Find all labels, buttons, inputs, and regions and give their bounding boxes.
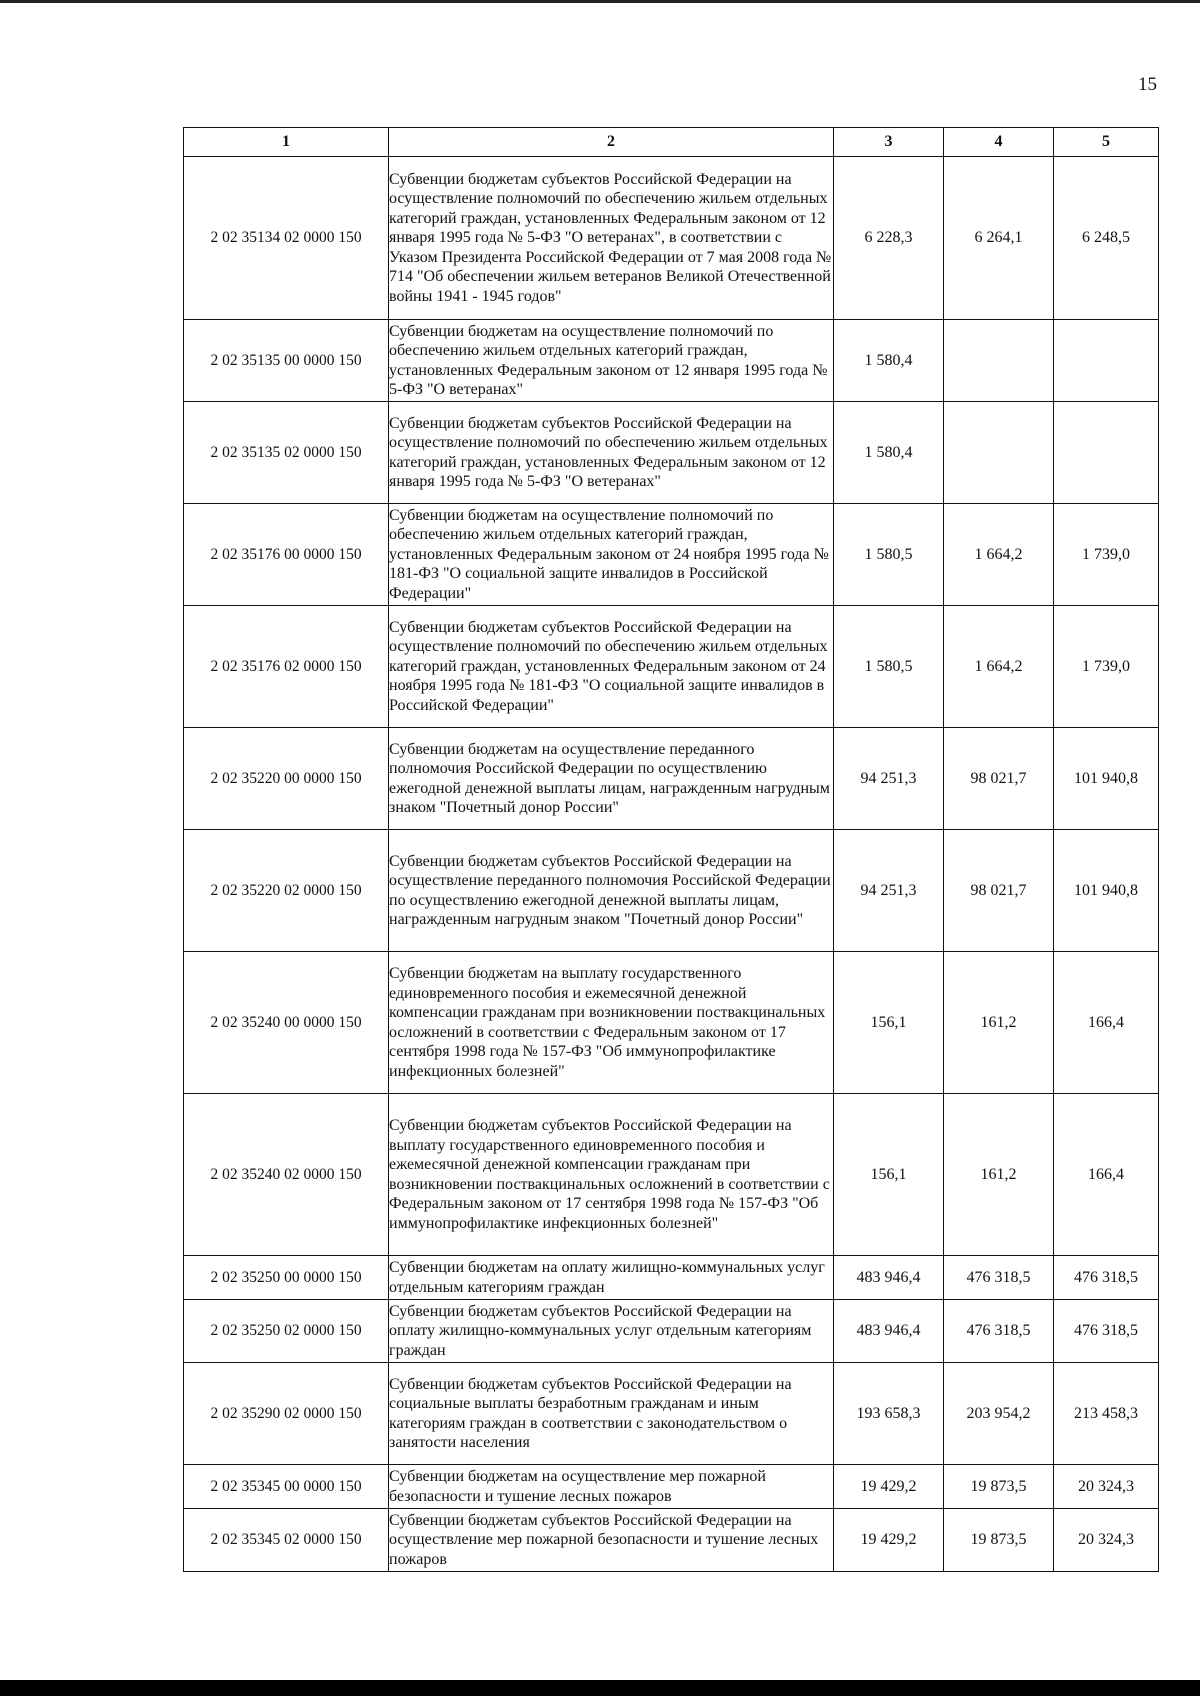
value-cell-col5: 476 318,5 bbox=[1054, 1300, 1159, 1363]
page-number: 15 bbox=[1138, 74, 1157, 95]
value-cell-col5: 166,4 bbox=[1054, 952, 1159, 1094]
table-row bbox=[184, 606, 1159, 728]
budget-code-cell: 2 02 35240 02 0000 150 bbox=[184, 1094, 389, 1256]
value-cell-col3: 19 429,2 bbox=[834, 1465, 944, 1509]
table-row bbox=[184, 1465, 1159, 1509]
table-row bbox=[184, 320, 1159, 402]
budget-code-cell: 2 02 35135 00 0000 150 bbox=[184, 320, 389, 402]
description-cell: Субвенции бюджетам субъектов Российской Федерации на оплату жилищно-коммунальных услуг отдельным категориям граждан bbox=[389, 1300, 834, 1363]
value-cell-col5: 213 458,3 bbox=[1054, 1363, 1159, 1465]
value-cell-col3: 1 580,4 bbox=[834, 320, 944, 402]
value-cell-col4: 98 021,7 bbox=[944, 830, 1054, 952]
value-cell-col5: 20 324,3 bbox=[1054, 1465, 1159, 1509]
value-cell-col4 bbox=[944, 402, 1054, 504]
column-header: 4 bbox=[944, 128, 1054, 157]
budget-code-cell: 2 02 35250 00 0000 150 bbox=[184, 1256, 389, 1300]
description-cell: Субвенции бюджетам на выплату государственного единовременного пособия и ежемесячной денежной компенсации гражданам при возникновении поствакцинальных осложнений в соответствии с Федеральным законом от 17 сентября 1998 года № 157-ФЗ "Об иммунопрофилактике инфекционных болезней" bbox=[389, 952, 834, 1094]
description-cell: Субвенции бюджетам на осуществление мер пожарной безопасности и тушение лесных пожаров bbox=[389, 1465, 834, 1509]
description-cell: Субвенции бюджетам субъектов Российской Федерации на осуществление полномочий по обеспечению жильем отдельных категорий граждан, установленных Федеральным законом от 12 января 1995 года № 5-ФЗ "О ветеранах" bbox=[389, 402, 834, 504]
description-cell: Субвенции бюджетам субъектов Российской Федерации на осуществление переданного полномочия Российской Федерации по осуществлению ежегодной денежной выплаты лицам, награжденным нагрудным знаком "Почетный донор России" bbox=[389, 830, 834, 952]
budget-code-cell: 2 02 35134 02 0000 150 bbox=[184, 157, 389, 320]
value-cell-col3: 94 251,3 bbox=[834, 728, 944, 830]
column-header: 1 bbox=[184, 128, 389, 157]
value-cell-col5: 6 248,5 bbox=[1054, 157, 1159, 320]
budget-table bbox=[183, 127, 1159, 1572]
column-header: 5 bbox=[1054, 128, 1159, 157]
value-cell-col5: 101 940,8 bbox=[1054, 830, 1159, 952]
value-cell-col3: 156,1 bbox=[834, 1094, 944, 1256]
budget-code-cell: 2 02 35345 02 0000 150 bbox=[184, 1509, 389, 1572]
value-cell-col4: 203 954,2 bbox=[944, 1363, 1054, 1465]
description-cell: Субвенции бюджетам на осуществление полномочий по обеспечению жильем отдельных категорий граждан, установленных Федеральным законом от 12 января 1995 года № 5-ФЗ "О ветеранах" bbox=[389, 320, 834, 402]
value-cell-col5: 20 324,3 bbox=[1054, 1509, 1159, 1572]
budget-code-cell: 2 02 35135 02 0000 150 bbox=[184, 402, 389, 504]
scan-edge-bottom bbox=[0, 1680, 1200, 1696]
value-cell-col3: 19 429,2 bbox=[834, 1509, 944, 1572]
description-cell: Субвенции бюджетам на осуществление переданного полномочия Российской Федерации по осуществлению ежегодной денежной выплаты лицам, награжденным нагрудным знаком "Почетный донор России" bbox=[389, 728, 834, 830]
value-cell-col3: 94 251,3 bbox=[834, 830, 944, 952]
table-row bbox=[184, 1256, 1159, 1300]
value-cell-col4: 1 664,2 bbox=[944, 606, 1054, 728]
value-cell-col3: 1 580,5 bbox=[834, 504, 944, 606]
value-cell-col5: 166,4 bbox=[1054, 1094, 1159, 1256]
value-cell-col4: 161,2 bbox=[944, 1094, 1054, 1256]
value-cell-col4: 6 264,1 bbox=[944, 157, 1054, 320]
value-cell-col3: 156,1 bbox=[834, 952, 944, 1094]
budget-code-cell: 2 02 35240 00 0000 150 bbox=[184, 952, 389, 1094]
value-cell-col3: 483 946,4 bbox=[834, 1256, 944, 1300]
table-row bbox=[184, 830, 1159, 952]
value-cell-col4: 476 318,5 bbox=[944, 1300, 1054, 1363]
value-cell-col5 bbox=[1054, 402, 1159, 504]
table-row bbox=[184, 1363, 1159, 1465]
description-cell: Субвенции бюджетам субъектов Российской Федерации на осуществление полномочий по обеспечению жильем отдельных категорий граждан, установленных Федеральным законом от 24 ноября 1995 года № 181-ФЗ "О социальной защите инвалидов в Российской Федерации" bbox=[389, 606, 834, 728]
budget-code-cell: 2 02 35176 02 0000 150 bbox=[184, 606, 389, 728]
value-cell-col4: 476 318,5 bbox=[944, 1256, 1054, 1300]
value-cell-col3: 6 228,3 bbox=[834, 157, 944, 320]
budget-code-cell: 2 02 35345 00 0000 150 bbox=[184, 1465, 389, 1509]
column-header: 2 bbox=[389, 128, 834, 157]
value-cell-col5: 101 940,8 bbox=[1054, 728, 1159, 830]
budget-code-cell: 2 02 35220 02 0000 150 bbox=[184, 830, 389, 952]
table-row bbox=[184, 1094, 1159, 1256]
value-cell-col3: 193 658,3 bbox=[834, 1363, 944, 1465]
value-cell-col4: 19 873,5 bbox=[944, 1509, 1054, 1572]
value-cell-col4: 19 873,5 bbox=[944, 1465, 1054, 1509]
table-row bbox=[184, 504, 1159, 606]
column-header: 3 bbox=[834, 128, 944, 157]
value-cell-col5: 1 739,0 bbox=[1054, 606, 1159, 728]
table-row bbox=[184, 952, 1159, 1094]
table-row bbox=[184, 1300, 1159, 1363]
table-header-row bbox=[184, 128, 1159, 157]
value-cell-col3: 1 580,4 bbox=[834, 402, 944, 504]
budget-code-cell: 2 02 35220 00 0000 150 bbox=[184, 728, 389, 830]
budget-code-cell: 2 02 35176 00 0000 150 bbox=[184, 504, 389, 606]
table-row bbox=[184, 728, 1159, 830]
value-cell-col5: 1 739,0 bbox=[1054, 504, 1159, 606]
description-cell: Субвенции бюджетам на осуществление полномочий по обеспечению жильем отдельных категорий граждан, установленных Федеральным законом от 24 ноября 1995 года № 181-ФЗ "О социальной защите инвалидов в Российской Федерации" bbox=[389, 504, 834, 606]
scan-edge-top bbox=[0, 0, 1200, 3]
description-cell: Субвенции бюджетам субъектов Российской Федерации на выплату государственного единовременного пособия и ежемесячной денежной компенсации гражданам при возникновении поствакцинальных осложнений в соответствии с Федеральным законом от 17 сентября 1998 года № 157-ФЗ "Об иммунопрофилактике инфекционных болезней" bbox=[389, 1094, 834, 1256]
value-cell-col3: 483 946,4 bbox=[834, 1300, 944, 1363]
description-cell: Субвенции бюджетам субъектов Российской Федерации на осуществление мер пожарной безопасности и тушение лесных пожаров bbox=[389, 1509, 834, 1572]
value-cell-col3: 1 580,5 bbox=[834, 606, 944, 728]
table-row bbox=[184, 402, 1159, 504]
budget-code-cell: 2 02 35250 02 0000 150 bbox=[184, 1300, 389, 1363]
description-cell: Субвенции бюджетам на оплату жилищно-коммунальных услуг отдельным категориям граждан bbox=[389, 1256, 834, 1300]
value-cell-col4 bbox=[944, 320, 1054, 402]
value-cell-col5: 476 318,5 bbox=[1054, 1256, 1159, 1300]
value-cell-col4: 161,2 bbox=[944, 952, 1054, 1094]
value-cell-col4: 1 664,2 bbox=[944, 504, 1054, 606]
value-cell-col5 bbox=[1054, 320, 1159, 402]
table-row bbox=[184, 1509, 1159, 1572]
description-cell: Субвенции бюджетам субъектов Российской Федерации на социальные выплаты безработным гражданам и иным категориям граждан в соответствии с законодательством о занятости населения bbox=[389, 1363, 834, 1465]
budget-code-cell: 2 02 35290 02 0000 150 bbox=[184, 1363, 389, 1465]
description-cell: Субвенции бюджетам субъектов Российской Федерации на осуществление полномочий по обеспечению жильем отдельных категорий граждан, установленных Федеральным законом от 12 января 1995 года № 5-ФЗ "О ветеранах", в соответствии с Указом Президента Российской Федерации от 7 мая 2008 года № 714 "Об обеспечении жильем ветеранов Великой Отечественной войны 1941 - 1945 годов" bbox=[389, 157, 834, 320]
table-row bbox=[184, 157, 1159, 320]
value-cell-col4: 98 021,7 bbox=[944, 728, 1054, 830]
